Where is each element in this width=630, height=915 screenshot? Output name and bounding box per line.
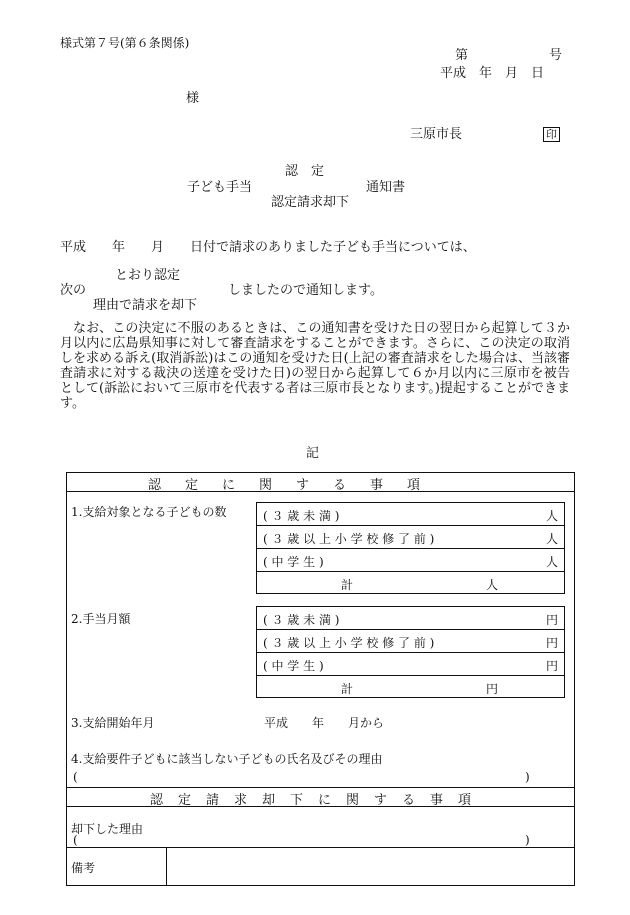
item1-row-label: ( ３ 歳 以 上 小 学 校 修 了 前 ) — [263, 532, 435, 546]
appeal-paragraph: なお、この決定に不服のあるときは、この通知書を受けた日の翌日から起算して３か月以内に広島県知事に対して審査請求をすることができます。さらに、この決定の取消しを求める訴え(取消訴訟)はこの通知を受けた日(上記の審査請求をした場合は、当該審査請求に対する裁決の送達を受けた日)の翌日から起算して６か月以内に三原市を被告として(訴訟において三原市を代表する者は三原市長となります。)提起することができます。 — [60, 321, 570, 411]
item1-row-divider — [256, 525, 565, 526]
item2-label: 2.手当月額 — [71, 612, 131, 626]
rejection-paren-open: ( — [73, 833, 78, 847]
section1-header: 認定に関する事項 — [148, 478, 445, 493]
item2-total-label: 計 — [341, 682, 354, 696]
item2-row-unit: 円 — [546, 613, 559, 627]
item2-row-divider — [256, 675, 565, 676]
seal-mark — [543, 123, 560, 142]
rejection-label: 却下した理由 — [71, 822, 144, 836]
item3-label: 3.支給開始年月 — [71, 716, 155, 730]
item2-row-label: ( 中 学 生 ) — [263, 659, 324, 673]
title-left: 子ども手当 — [187, 180, 253, 195]
body-option-bottom: 理由で請求を却下 — [93, 298, 198, 313]
seal-text: 印 — [543, 127, 560, 142]
number-prefix: 第 — [455, 48, 469, 63]
item1-total-unit: 人 — [486, 578, 499, 592]
number-suffix: 号 — [549, 48, 563, 63]
remarks-label: 備考 — [71, 861, 96, 875]
item3-value: 平成 年 月から — [264, 716, 385, 730]
item1-row-label: ( 中 学 生 ) — [263, 555, 324, 569]
body-line1: 平成 年 月 日付で請求のありました子ども手当については、 — [60, 240, 476, 255]
item1-row-unit: 人 — [546, 509, 559, 523]
body-prefix: 次の — [60, 283, 87, 298]
title-right: 通知書 — [366, 180, 406, 195]
remarks-divider — [166, 847, 167, 886]
table-divider — [66, 787, 575, 788]
section2-header: 認定請求却下に関する事項 — [150, 793, 487, 808]
item2-row-divider — [256, 652, 565, 653]
item2-row-divider — [256, 629, 565, 630]
ki-heading: 記 — [306, 446, 320, 461]
body-suffix: しましたので通知します。 — [228, 283, 383, 298]
item1-row-unit: 人 — [546, 555, 559, 569]
item2-row-unit: 円 — [546, 659, 559, 673]
addressee-suffix: 様 — [186, 91, 200, 106]
item2-row-label: ( ３ 歳 以 上 小 学 校 修 了 前 ) — [263, 636, 435, 650]
item1-total-label: 計 — [341, 578, 354, 592]
item2-row-label: ( ３ 歳 未 満 ) — [263, 613, 340, 627]
item4-paren-close: ) — [525, 770, 530, 784]
item4-paren-open: ( — [73, 770, 78, 784]
title-option-bottom: 認定請求却下 — [271, 195, 350, 210]
item1-row-unit: 人 — [546, 532, 559, 546]
form-label: 様式第７号(第６条関係) — [60, 36, 190, 50]
item1-row-divider — [256, 548, 565, 549]
item1-label: 1.支給対象となる子どもの数 — [71, 505, 227, 519]
body-option-top: とおり認定 — [115, 268, 181, 283]
item1-row-label: ( ３ 歳 未 満 ) — [263, 509, 340, 523]
rejection-paren-close: ) — [525, 833, 530, 847]
title-option-top: 認 定 — [285, 164, 325, 179]
item1-row-divider — [256, 571, 565, 572]
issuer-name: 三原市長 — [410, 127, 463, 142]
item2-row-unit: 円 — [546, 636, 559, 650]
item4-label: 4.支給要件子どもに該当しない子どもの氏名及びその理由 — [71, 752, 383, 766]
table-divider — [66, 847, 575, 848]
item2-total-unit: 円 — [486, 682, 499, 696]
issue-date: 平成 年 月 日 — [440, 66, 545, 81]
